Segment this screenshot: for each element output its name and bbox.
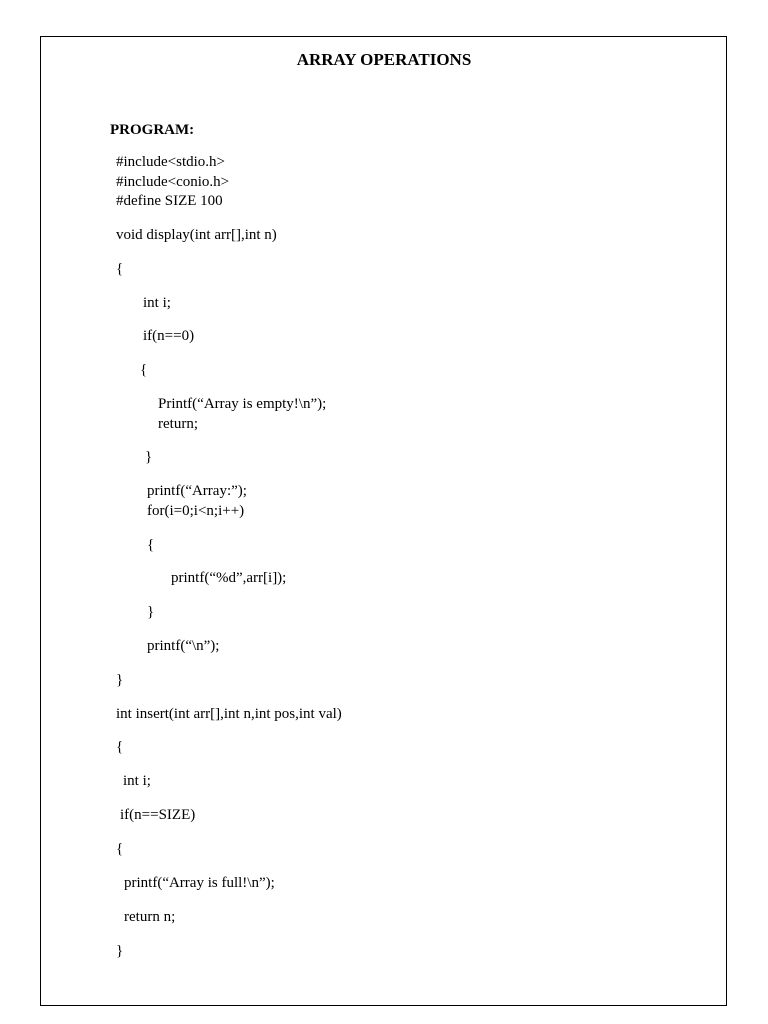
code-line: int i; <box>123 773 151 789</box>
document-title: ARRAY OPERATIONS <box>296 50 472 69</box>
code-line: { <box>116 261 124 277</box>
code-line: int insert(int arr[],int n,int pos,int val) <box>116 706 342 722</box>
code-line: if(n==SIZE) <box>120 807 196 823</box>
code-line: int i; <box>143 295 171 311</box>
code-line: return; <box>158 416 198 432</box>
section-label: PROGRAM: <box>110 122 195 138</box>
code-line: return n; <box>124 909 176 925</box>
code-line: void display(int arr[],int n) <box>116 227 277 243</box>
code-line: } <box>116 672 124 688</box>
code-line: printf(“%d”,arr[i]); <box>171 570 287 586</box>
code-line: Printf(“Array is empty!\n”); <box>158 396 327 412</box>
code-line: printf(“Array:”); <box>147 483 247 499</box>
code-line: #include<stdio.h> <box>116 154 225 170</box>
code-line: { <box>140 362 148 378</box>
code-line: } <box>147 604 155 620</box>
code-line: { <box>147 537 155 553</box>
code-line: printf(“Array is full!\n”); <box>124 875 275 891</box>
code-line: for(i=0;i<n;i++) <box>147 503 245 519</box>
code-line: #include<conio.h> <box>116 174 230 190</box>
code-line: } <box>145 449 153 465</box>
code-line: #define SIZE 100 <box>116 193 223 209</box>
code-line: { <box>116 739 124 755</box>
code-line: printf(“\n”); <box>147 638 220 654</box>
code-line: } <box>116 943 124 959</box>
code-line: if(n==0) <box>143 328 195 344</box>
code-line: { <box>116 841 124 857</box>
